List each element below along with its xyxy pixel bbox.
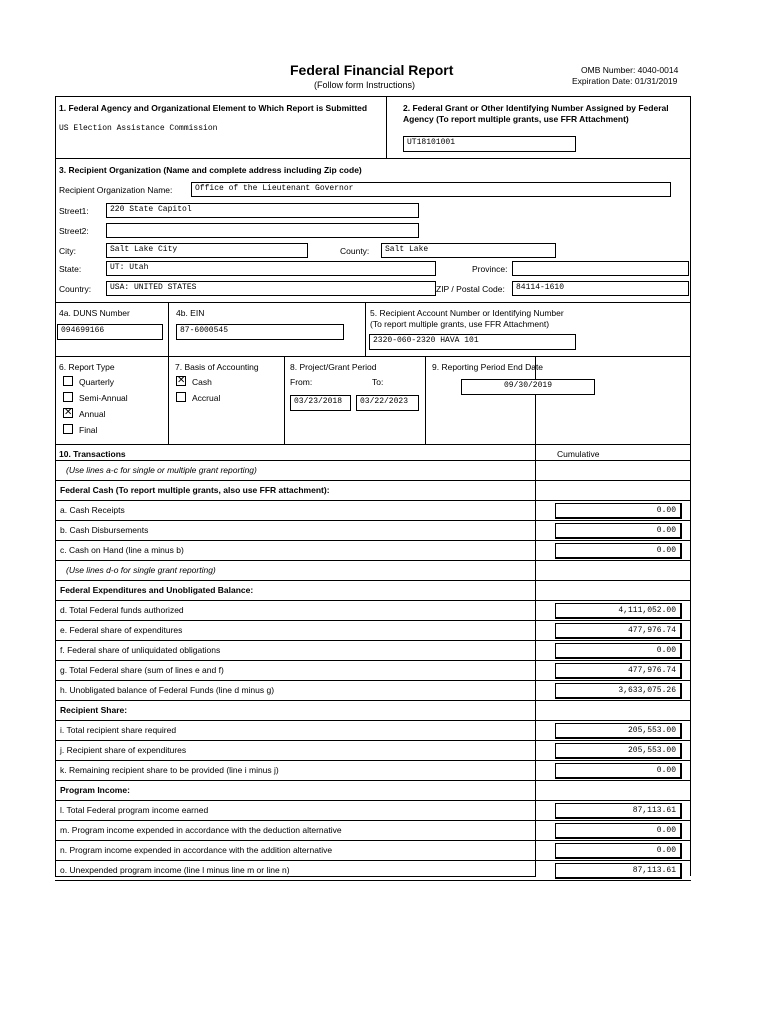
country-input[interactable]: USA: UNITED STATES bbox=[106, 281, 436, 296]
province-input[interactable] bbox=[512, 261, 689, 276]
county-label: County: bbox=[340, 246, 370, 256]
street1-label: Street1: bbox=[59, 206, 89, 216]
reporting-period-end-input[interactable]: 09/30/2019 bbox=[461, 379, 595, 395]
transaction-value-input[interactable]: 0.00 bbox=[555, 843, 682, 859]
omb-number: OMB Number: 4040-0014 bbox=[581, 65, 679, 75]
org-name-input[interactable]: Office of the Lieutenant Governor bbox=[191, 182, 671, 197]
report-type-final-label: Final bbox=[79, 425, 98, 435]
form-title: Federal Financial Report bbox=[290, 62, 454, 78]
field5-label-2: (To report multiple grants, use FFR Attachment) bbox=[370, 319, 550, 329]
account-number-input[interactable]: 2320-060-2320 HAVA 101 bbox=[369, 334, 576, 350]
street2-label: Street2: bbox=[59, 226, 89, 236]
report-type-semiannual-checkbox[interactable] bbox=[63, 392, 73, 402]
transaction-section-heading: Program Income: bbox=[60, 785, 130, 795]
transaction-line-label: m. Program income expended in accordance with the deduction alternative bbox=[60, 825, 342, 835]
transaction-value-input[interactable]: 0.00 bbox=[555, 763, 682, 779]
accounting-basis-label: 7. Basis of Accounting bbox=[175, 362, 259, 372]
transaction-note: (Use lines a-c for single or multiple grant reporting) bbox=[66, 465, 257, 475]
transaction-section-heading: Recipient Share: bbox=[60, 705, 128, 715]
field2-grant-number[interactable]: UT18101001 bbox=[403, 136, 576, 152]
ein-label: 4b. EIN bbox=[176, 308, 205, 318]
county-input[interactable]: Salt Lake bbox=[381, 243, 556, 258]
checkmark-icon: ✕ bbox=[64, 407, 73, 418]
state-input[interactable]: UT: Utah bbox=[106, 261, 436, 276]
ein-input[interactable]: 87-6000545 bbox=[176, 324, 344, 340]
report-type-final-checkbox[interactable] bbox=[63, 424, 73, 434]
transaction-value-input[interactable]: 0.00 bbox=[555, 823, 682, 839]
transaction-value-input[interactable]: 477,976.74 bbox=[555, 663, 682, 679]
field3-label: 3. Recipient Organization (Name and complete address including Zip code) bbox=[59, 165, 362, 175]
field1-agency-value[interactable]: US Election Assistance Commission bbox=[59, 124, 218, 133]
transaction-section-heading: Federal Expenditures and Unobligated Balance: bbox=[60, 585, 254, 595]
grant-period-to-input[interactable]: 03/22/2023 bbox=[356, 395, 419, 411]
transaction-line-label: h. Unobligated balance of Federal Funds (line d minus g) bbox=[60, 685, 275, 695]
transaction-value-input[interactable]: 87,113.61 bbox=[555, 863, 682, 879]
transaction-value-input[interactable]: 0.00 bbox=[555, 643, 682, 659]
city-label: City: bbox=[59, 246, 76, 256]
transaction-line-label: j. Recipient share of expenditures bbox=[60, 745, 187, 755]
transaction-line-label: d. Total Federal funds authorized bbox=[60, 605, 184, 615]
transaction-line-label: n. Program income expended in accordance with the addition alternative bbox=[60, 845, 333, 855]
report-type-label: 6. Report Type bbox=[59, 362, 115, 372]
province-label: Province: bbox=[472, 264, 508, 274]
transaction-value-input[interactable]: 0.00 bbox=[555, 543, 682, 559]
duns-input[interactable]: 094699166 bbox=[57, 324, 163, 340]
accounting-accrual-checkbox[interactable] bbox=[176, 392, 186, 402]
transaction-line-label: f. Federal share of unliquidated obligations bbox=[60, 645, 221, 655]
transaction-value-input[interactable]: 0.00 bbox=[555, 503, 682, 519]
transaction-note: (Use lines d-o for single grant reporting) bbox=[66, 565, 216, 575]
transaction-line-label: b. Cash Disbursements bbox=[60, 525, 149, 535]
report-type-quarterly-label: Quarterly bbox=[79, 377, 114, 387]
transaction-line-label: l. Total Federal program income earned bbox=[60, 805, 209, 815]
transaction-line-label: i. Total recipient share required bbox=[60, 725, 177, 735]
grant-period-label: 8. Project/Grant Period bbox=[290, 362, 377, 372]
transactions-title: 10. Transactions bbox=[59, 449, 126, 459]
transaction-line-label: k. Remaining recipient share to be provided (line i minus j) bbox=[60, 765, 279, 775]
transaction-value-input[interactable]: 3,633,075.26 bbox=[555, 683, 682, 699]
transaction-line-label: o. Unexpended program income (line l minus line m or line n) bbox=[60, 865, 290, 875]
grant-period-to-label: To: bbox=[372, 377, 384, 387]
transaction-line-label: c. Cash on Hand (line a minus b) bbox=[60, 545, 184, 555]
grant-period-from-input[interactable]: 03/23/2018 bbox=[290, 395, 351, 411]
transaction-value-input[interactable]: 87,113.61 bbox=[555, 803, 682, 819]
state-label: State: bbox=[59, 264, 82, 274]
transaction-line-label: e. Federal share of expenditures bbox=[60, 625, 183, 635]
street1-input[interactable]: 220 State Capitol bbox=[106, 203, 419, 218]
expiration-date: Expiration Date: 01/31/2019 bbox=[572, 76, 678, 86]
field2-label-1: 2. Federal Grant or Other Identifying Number Assigned by Federal bbox=[403, 103, 669, 113]
accounting-cash-checkbox[interactable] bbox=[176, 376, 186, 386]
report-type-quarterly-checkbox[interactable] bbox=[63, 376, 73, 386]
city-input[interactable]: Salt Lake City bbox=[106, 243, 308, 258]
form-subtitle: (Follow form Instructions) bbox=[314, 80, 416, 90]
grant-period-from-label: From: bbox=[290, 377, 313, 387]
transaction-value-input[interactable]: 205,553.00 bbox=[555, 723, 682, 739]
duns-label: 4a. DUNS Number bbox=[59, 308, 130, 318]
transaction-line-label: a. Cash Receipts bbox=[60, 505, 125, 515]
report-type-annual-checkbox[interactable] bbox=[63, 408, 73, 418]
street2-input[interactable] bbox=[106, 223, 419, 238]
accounting-cash-label: Cash bbox=[192, 377, 212, 387]
field5-label-1: 5. Recipient Account Number or Identifying Number bbox=[370, 308, 564, 318]
checkmark-icon: ✕ bbox=[177, 375, 186, 386]
transaction-section-heading: Federal Cash (To report multiple grants, also use FFR attachment): bbox=[60, 485, 330, 495]
org-name-label: Recipient Organization Name: bbox=[59, 185, 173, 195]
country-label: Country: bbox=[59, 284, 92, 294]
transaction-value-input[interactable]: 0.00 bbox=[555, 523, 682, 539]
transaction-value-input[interactable]: 477,976.74 bbox=[555, 623, 682, 639]
reporting-period-end-label: 9. Reporting Period End Date bbox=[432, 362, 544, 372]
zip-input[interactable]: 84114-1610 bbox=[512, 281, 689, 296]
transaction-line-label: g. Total Federal share (sum of lines e and f) bbox=[60, 665, 224, 675]
report-type-annual-label: Annual bbox=[79, 409, 106, 419]
report-type-semiannual-label: Semi-Annual bbox=[79, 393, 128, 403]
zip-label: ZIP / Postal Code: bbox=[436, 284, 505, 294]
cumulative-header: Cumulative bbox=[557, 449, 600, 459]
transaction-value-input[interactable]: 205,553.00 bbox=[555, 743, 682, 759]
accounting-accrual-label: Accrual bbox=[192, 393, 221, 403]
field2-label-2: Agency (To report multiple grants, use FFR Attachment) bbox=[403, 114, 629, 124]
transaction-value-input[interactable]: 4,111,052.00 bbox=[555, 603, 682, 619]
field1-label: 1. Federal Agency and Organizational Element to Which Report is Submitted bbox=[59, 103, 368, 113]
